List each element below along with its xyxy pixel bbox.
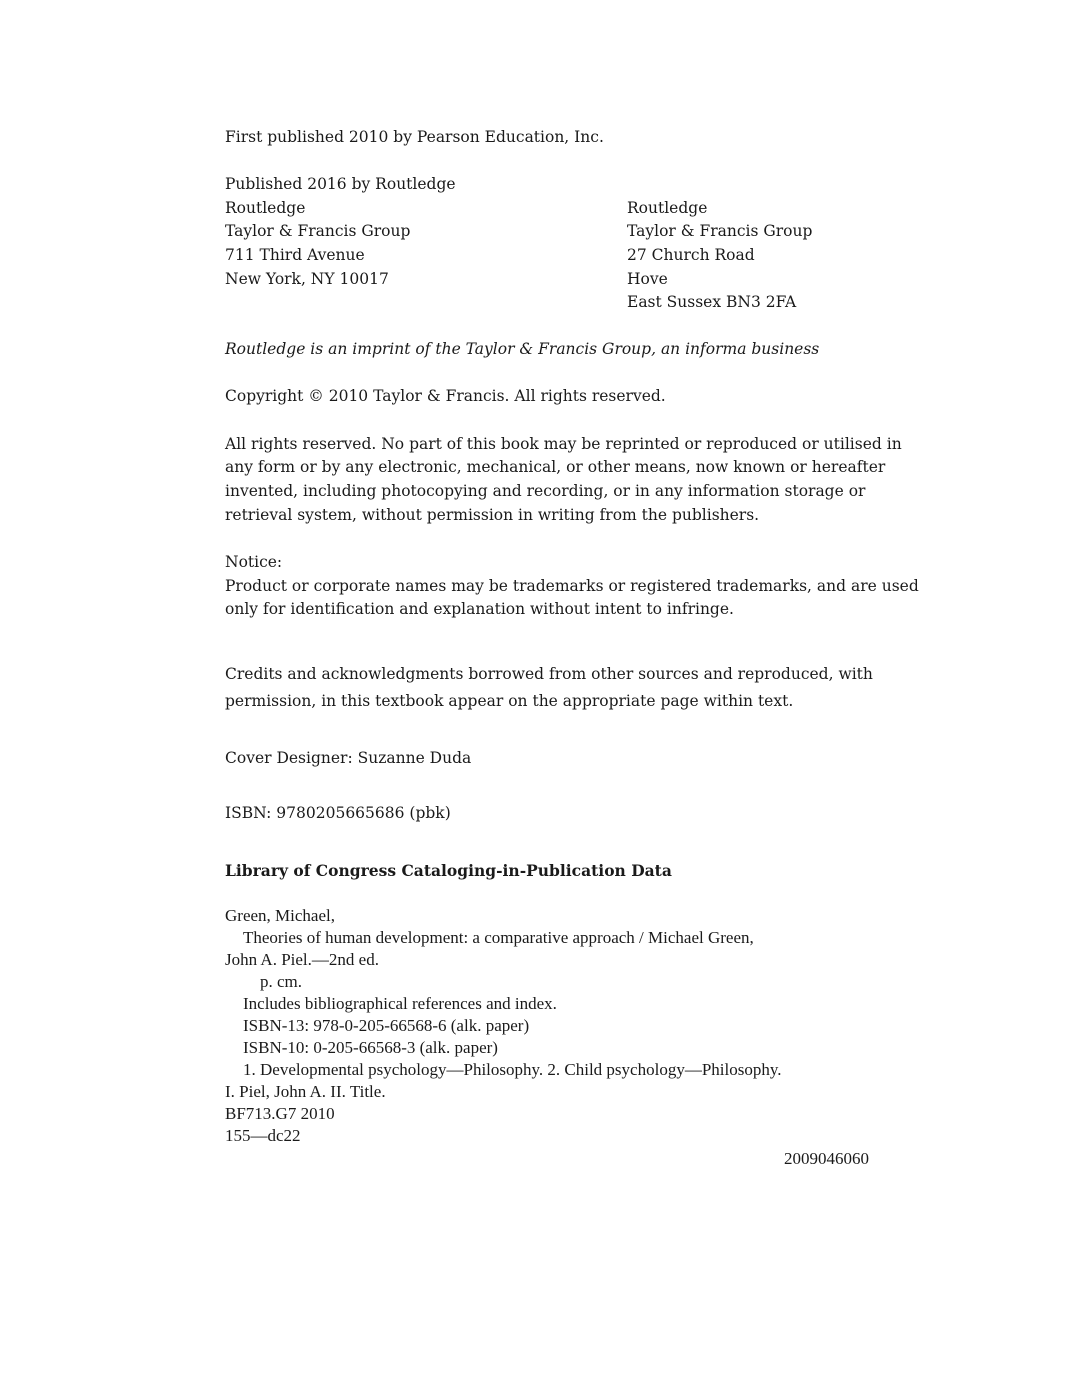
rights-line: any form or by any electronic, mechanical, or other means, now known or hereafter xyxy=(225,458,886,476)
imprint-note: Routledge is an imprint of the Taylor & Francis Group, an informa business xyxy=(225,340,820,358)
notice-line: Product or corporate names may be trademarks or registered trademarks, and are used xyxy=(225,577,919,595)
cip-line: ISBN-10: 0-205-66568-3 (alk. paper) xyxy=(243,1038,498,1057)
cip-line: 1. Developmental psychology—Philosophy. 2. Child psychology—Philosophy. xyxy=(243,1060,782,1079)
address-us-line: Taylor & Francis Group xyxy=(225,222,411,240)
cip-line: John A. Piel.—2nd ed. xyxy=(225,950,379,969)
credits-line: permission, in this textbook appear on the appropriate page within text. xyxy=(225,692,794,710)
address-us-line: Routledge xyxy=(225,199,306,217)
cip-line: Includes bibliographical references and index. xyxy=(243,994,557,1013)
address-uk-line: Taylor & Francis Group xyxy=(627,222,813,240)
address-uk-line: Hove xyxy=(627,270,668,288)
notice-line: only for identification and explanation without intent to infringe. xyxy=(225,600,734,618)
credits-line: Credits and acknowledgments borrowed from other sources and reproduced, with xyxy=(225,665,873,683)
cip-heading: Library of Congress Cataloging-in-Publication Data xyxy=(225,861,672,880)
copyright-line: Copyright © 2010 Taylor & Francis. All rights reserved. xyxy=(225,387,666,405)
cip-line: p. cm. xyxy=(260,972,303,991)
notice-heading: Notice: xyxy=(225,553,283,571)
lccn: 2009046060 xyxy=(784,1149,869,1168)
cip-line: BF713.G7 2010 xyxy=(225,1104,335,1123)
cip-line: 155—dc22 xyxy=(225,1126,301,1145)
published-by: Published 2016 by Routledge xyxy=(225,175,456,193)
cip-line: Green, Michael, xyxy=(225,906,335,925)
address-uk-line: 27 Church Road xyxy=(627,246,755,264)
address-us-line: 711 Third Avenue xyxy=(225,246,365,264)
rights-line: All rights reserved. No part of this book may be reprinted or reproduced or utilised in xyxy=(225,435,902,453)
address-uk-line: Routledge xyxy=(627,199,708,217)
cip-line: ISBN-13: 978-0-205-66568-6 (alk. paper) xyxy=(243,1016,530,1035)
rights-line: retrieval system, without permission in writing from the publishers. xyxy=(225,506,760,524)
cip-line: Theories of human development: a comparative approach / Michael Green, xyxy=(243,928,754,947)
address-uk-line: East Sussex BN3 2FA xyxy=(627,293,797,311)
cip-line: I. Piel, John A. II. Title. xyxy=(225,1082,386,1101)
address-us-line: New York, NY 10017 xyxy=(225,270,389,288)
cover-designer: Cover Designer: Suzanne Duda xyxy=(225,749,472,767)
first-published: First published 2010 by Pearson Education, Inc. xyxy=(225,128,604,146)
rights-line: invented, including photocopying and recording, or in any information storage or xyxy=(225,482,866,500)
isbn: ISBN: 9780205665686 (pbk) xyxy=(225,804,451,822)
